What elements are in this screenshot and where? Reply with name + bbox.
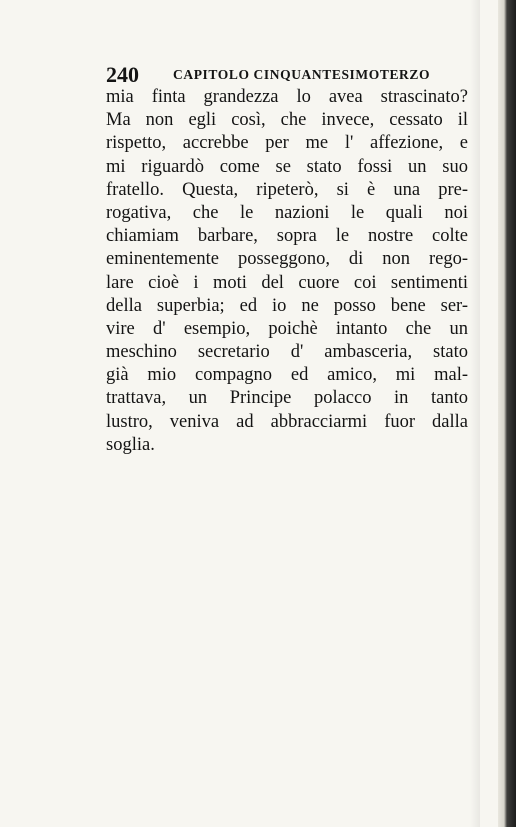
- text-line: rispetto, accrebbe per me l' affezione, e: [106, 133, 468, 154]
- text-line: già mio compagno ed amico, mi mal-: [106, 365, 468, 386]
- text-line: vire d' esempio, poichè intanto che un: [106, 318, 468, 339]
- text-line: lustro, veniva ad abbracciarmi fuor dalla: [106, 411, 468, 432]
- page-shadow: [470, 0, 480, 827]
- page-header: [106, 62, 466, 86]
- text-line: mia finta grandezza lo avea strascinato?: [106, 87, 468, 107]
- book-edge: [498, 0, 516, 827]
- page-number: 240: [106, 62, 139, 87]
- text-line: eminentemente posseggono, di non rego-: [106, 249, 468, 270]
- text-line: chiamiam barbare, sopra le nostre colte: [106, 226, 468, 247]
- text-line: meschino secretario d' ambasceria, stato: [106, 342, 468, 363]
- text-line: della superbia; ed io ne posso bene ser-: [106, 295, 468, 316]
- text-line: fratello. Questa, ripeterò, si è una pre-: [106, 179, 468, 200]
- running-head: CAPITOLO CINQUANTESIMOTERZO: [173, 67, 431, 82]
- text-line: rogativa, che le nazioni le quali noi: [106, 202, 468, 223]
- text-line: trattava, un Principe polacco in tanto: [106, 388, 468, 409]
- body-text: [106, 86, 468, 457]
- text-line: lare cioè i moti del cuore coi sentimenti: [106, 272, 468, 293]
- text-line: soglia.: [106, 434, 155, 455]
- text-line: mi riguardò come se stato fossi un suo: [106, 156, 468, 177]
- text-line: Ma non egli così, che invece, cessato il: [106, 110, 468, 131]
